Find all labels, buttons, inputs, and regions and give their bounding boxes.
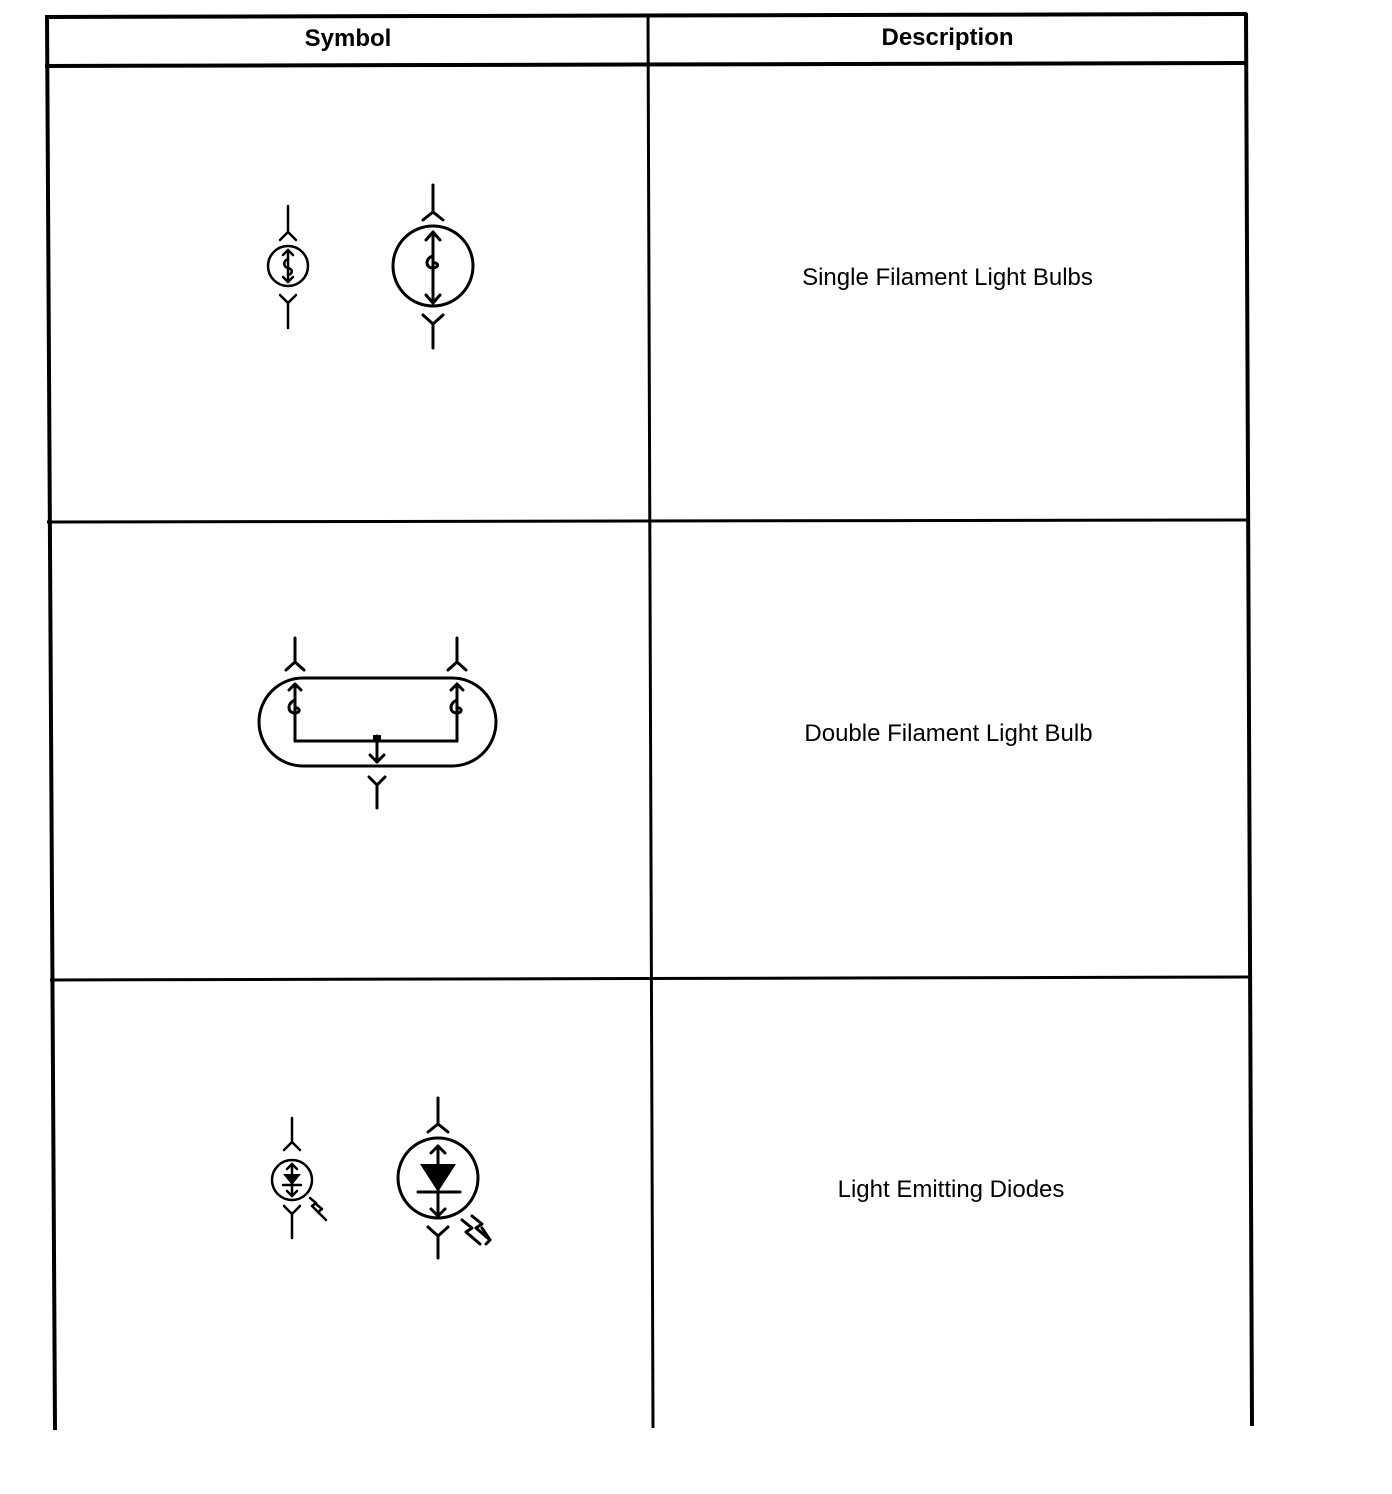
single-filament-bulb-small-icon [258, 202, 318, 332]
led-small-icon [266, 1114, 338, 1244]
header-description: Description [881, 24, 1014, 51]
header-symbol: Symbol [304, 25, 392, 52]
description-single-filament: Single Filament Light Bulbs [802, 264, 1093, 291]
double-filament-bulb-icon [250, 632, 506, 814]
single-filament-bulb-large-icon [388, 182, 480, 352]
description-led: Light Emitting Diodes [837, 1176, 1065, 1203]
description-double-filament: Double Filament Light Bulb [804, 720, 1093, 747]
led-large-icon [392, 1094, 504, 1264]
